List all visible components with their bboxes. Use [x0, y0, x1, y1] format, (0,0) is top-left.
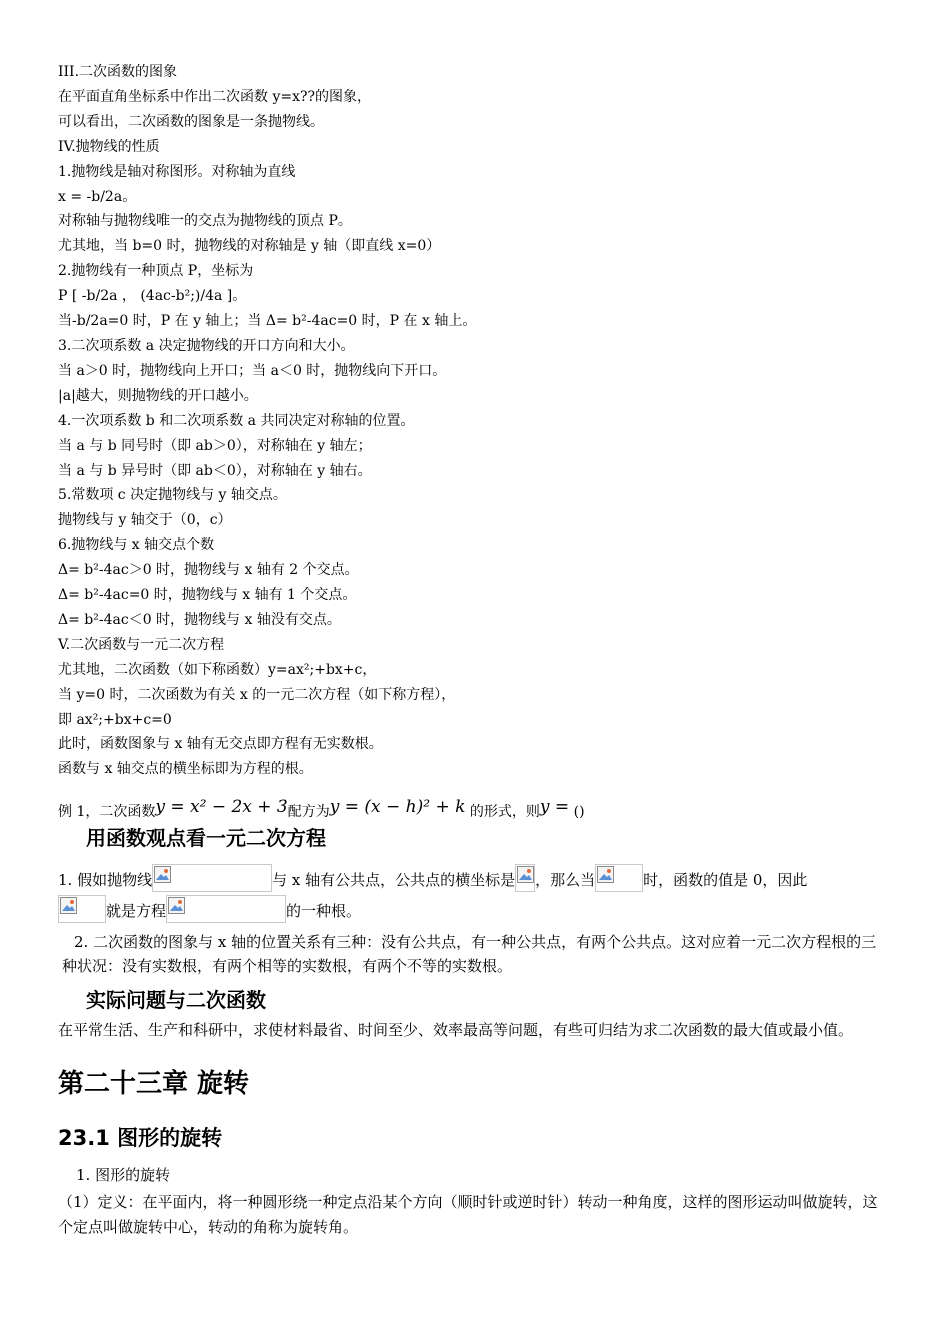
- text-line: 1.抛物线是轴对称图形。对称轴为直线: [58, 163, 296, 180]
- paragraph-definition: （1）定义：在平面内，将一种圆形绕一种定点沿某个方向（顺时针或逆时针）转动一种角度，这样的图形运动叫做旋转，这个定点叫做旋转中心，转动的角称为旋转角。: [58, 1193, 878, 1237]
- text-line: 当-b/2a=0 时，P 在 y 轴上；当 Δ= b²-4ac=0 时，P 在 x 轴上。: [58, 313, 477, 330]
- text-line: 5.常数项 c 决定抛物线与 y 轴交点。: [58, 487, 287, 504]
- broken-image-icon: [166, 895, 286, 923]
- example-prefix: 例 1，二次函数: [58, 804, 156, 821]
- broken-image-icon: [58, 895, 106, 923]
- formula-original: y = x² − 2x + 3: [155, 797, 288, 818]
- p1-text-e: 就是方程: [106, 902, 167, 921]
- text-line: 2.抛物线有一种顶点 P，坐标为: [58, 263, 254, 280]
- broken-image-icon: [152, 864, 272, 892]
- p1-text-b: 与 x 轴有公共点，公共点的横坐标是: [272, 871, 516, 890]
- p1-text-d: 时，函数的值是 0，因此: [643, 871, 808, 890]
- section-title: 23.1 图形的旋转: [58, 1126, 223, 1151]
- text-line: 当 a 与 b 异号时（即 ab＜0），对称轴在 y 轴右。: [58, 462, 372, 479]
- text-line: x = -b/2a。: [58, 188, 137, 205]
- example-suffix: 的形式，则: [469, 804, 540, 821]
- text-line: 可以看出，二次函数的图象是一条抛物线。: [58, 113, 324, 130]
- text-line: 当 a 与 b 同号时（即 ab＞0），对称轴在 y 轴左；: [58, 437, 372, 454]
- example-1: [58, 792, 890, 822]
- formula-vertex-form: y = (x − h)² + k: [329, 797, 466, 818]
- text-line: 尤其地，当 b=0 时，抛物线的对称轴是 y 轴（即直线 x=0）: [58, 238, 441, 255]
- example-tail: (): [573, 804, 585, 821]
- text-line: 4.一次项系数 b 和二次项系数 a 共同决定对称轴的位置。: [58, 412, 415, 429]
- text-line: III.二次函数的图象: [58, 64, 178, 80]
- example-mid: 配方为: [287, 804, 330, 821]
- text-line: 对称轴与抛物线唯一的交点为抛物线的顶点 P。: [58, 213, 352, 230]
- p1-text-c: ，那么当: [535, 871, 596, 890]
- text-line: 函数与 x 轴交点的横坐标即为方程的根。: [58, 761, 313, 778]
- text-line: 尤其地，二次函数（如下称函数）y=ax²;+bx+c，: [58, 661, 377, 678]
- text-line: V.二次函数与一元二次方程: [58, 636, 225, 653]
- p1-text-f: 的一种根。: [286, 902, 362, 921]
- notes-lines: [58, 60, 890, 782]
- list-item-rotation: 1. 图形的旋转: [76, 1166, 171, 1185]
- text-line: Δ= b²-4ac=0 时，抛物线与 x 轴有 1 个交点。: [58, 587, 357, 604]
- text-line: 当 a＞0 时，抛物线向上开口；当 a＜0 时，抛物线向下开口。: [58, 362, 447, 379]
- heading-function-view: 用函数观点看一元二次方程: [86, 826, 326, 851]
- formula-y: y =: [539, 797, 570, 818]
- p1-text-a: 1. 假如抛物线: [58, 871, 153, 890]
- text-line: 抛物线与 y 轴交于（0，c）: [58, 512, 232, 529]
- text-line: IV.抛物线的性质: [58, 138, 160, 155]
- text-line: 6.抛物线与 x 轴交点个数: [58, 537, 215, 554]
- paragraph-func-view-1: [58, 864, 890, 926]
- text-line: 3.二次项系数 a 决定抛物线的开口方向和大小。: [58, 337, 355, 354]
- text-line: Δ= b²-4ac＜0 时，抛物线与 x 轴没有交点。: [58, 611, 341, 628]
- text-line: 此时，函数图象与 x 轴有无交点即方程有无实数根。: [58, 736, 383, 753]
- broken-image-icon: [595, 864, 643, 892]
- paragraph-func-view-2: 2. 二次函数的图象与 x 轴的位置关系有三种：没有公共点，有一种公共点，有两个公共点。这对应着一元二次方程根的三种状况：没有实数根，有两个相等的实数根，有两个不等的实数根。: [62, 933, 877, 976]
- text-line: 当 y=0 时，二次函数为有关 x 的一元二次方程（如下称方程），: [58, 686, 456, 703]
- broken-image-icon: [515, 864, 535, 892]
- heading-practical-problems: 实际问题与二次函数: [86, 988, 266, 1013]
- chapter-title: 第二十三章 旋转: [58, 1069, 250, 1100]
- text-line: 在平面直角坐标系中作出二次函数 y=x??的图象，: [58, 88, 371, 105]
- text-line: Δ= b²-4ac＞0 时，抛物线与 x 轴有 2 个交点。: [58, 562, 359, 579]
- document-page: [58, 60, 890, 1240]
- text-line: 即 ax²;+bx+c=0: [58, 711, 172, 728]
- text-line: |a|越大，则抛物线的开口越小。: [58, 387, 258, 404]
- paragraph-practical: 在平常生活、生产和科研中，求使材料最省、时间至少、效率最高等问题，有些可归结为求二次函数的最大值或最小值。: [58, 1021, 854, 1040]
- text-line: P [ -b/2a ， (4ac-b²;)/4a ]。: [58, 288, 247, 305]
